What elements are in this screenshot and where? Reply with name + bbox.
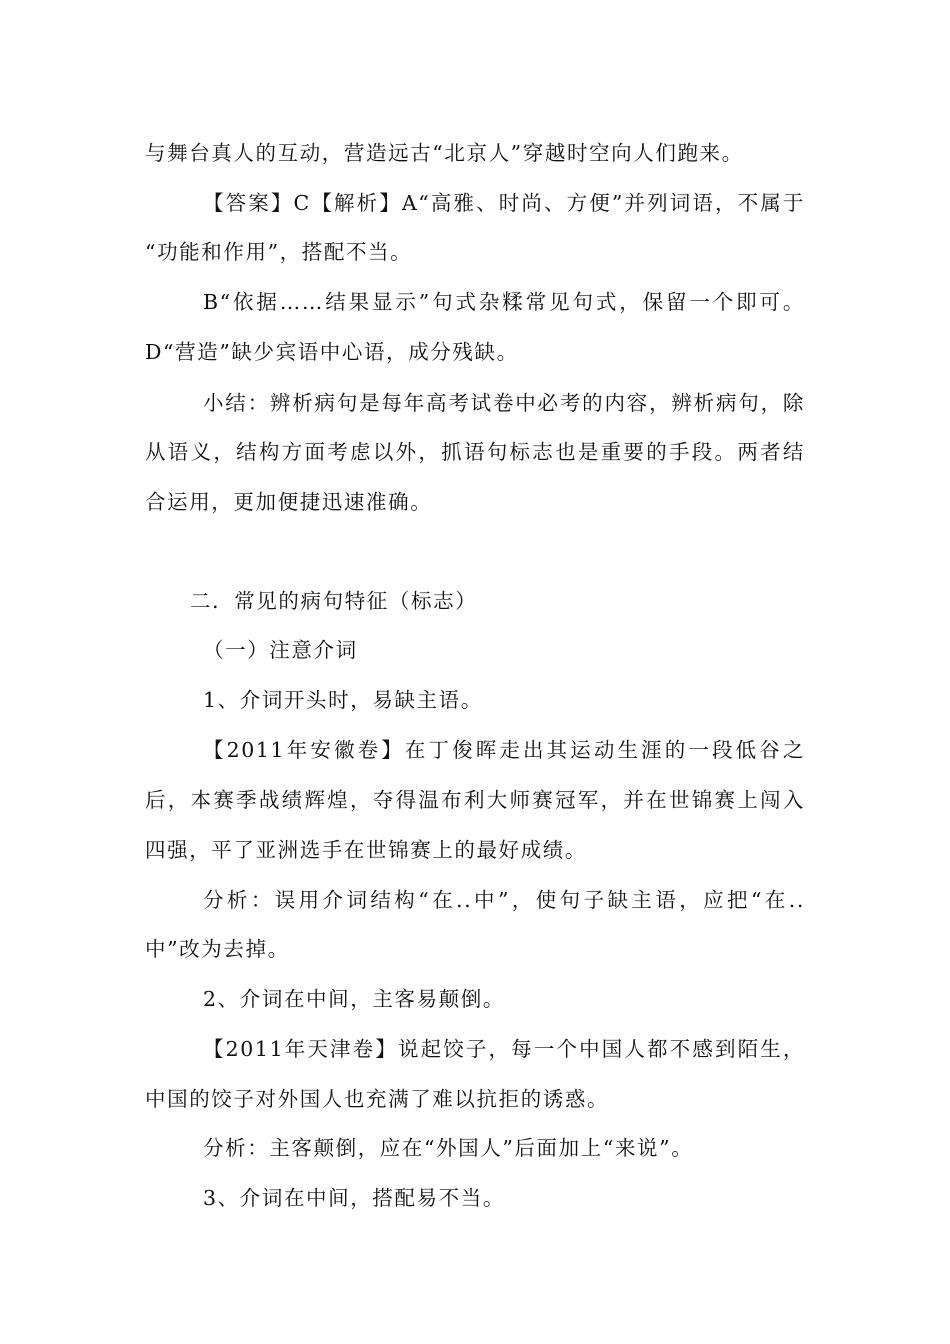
analysis-line: 分析：误用介词结构“在..中”，使句子缺主语，应把“在.. — [203, 888, 805, 912]
text-line: 中”改为去掉。 — [145, 937, 290, 961]
point-heading: 2、介词在中间，主客易颠倒。 — [203, 987, 505, 1011]
text-line: B“依据……结果显示”句式杂糅常见句式，保留一个即可。 — [203, 290, 805, 314]
example-line: 【2011年天津卷】说起饺子，每一个中国人都不感到陌生， — [203, 1037, 805, 1061]
text-line: 中国的饺子对外国人也充满了难以抗拒的诱惑。 — [145, 1087, 610, 1111]
text-line: “功能和作用”，搭配不当。 — [145, 240, 413, 264]
point-heading: 1、介词开头时，易缺主语。 — [203, 688, 483, 712]
text-line: 合运用，更加便捷迅速准确。 — [145, 490, 433, 514]
text-line: D“营造”缺少宾语中心语，成分残缺。 — [145, 340, 519, 364]
section-heading: 二．常见的病句特征（标志） — [190, 589, 478, 613]
subsection-heading: （一）注意介词 — [203, 638, 358, 662]
example-line: 【2011年安徽卷】在丁俊晖走出其运动生涯的一段低谷之 — [203, 738, 805, 762]
point-heading: 3、介词在中间，搭配易不当。 — [203, 1186, 505, 1210]
text-line: 四强，平了亚洲选手在世锦赛上的最好成绩。 — [145, 838, 587, 862]
summary-line: 小结：辨析病句是每年高考试卷中必考的内容，辨析病句，除 — [203, 391, 805, 415]
analysis-line: 分析：主客颠倒，应在“外国人”后面加上“来说”。 — [203, 1136, 694, 1160]
text-line: 后，本赛季战绩辉煌，夺得温布利大师赛冠军，并在世锦赛上闯入 — [145, 788, 805, 812]
answer-line: 【答案】C【解析】A“高雅、时尚、方便”并列词语，不属于 — [203, 191, 805, 215]
text-line: 从语义，结构方面考虑以外，抓语句标志也是重要的手段。两者结 — [145, 440, 805, 464]
text-line: 与舞台真人的互动，营造远古“北京人”穿越时空向人们跑来。 — [145, 141, 744, 165]
